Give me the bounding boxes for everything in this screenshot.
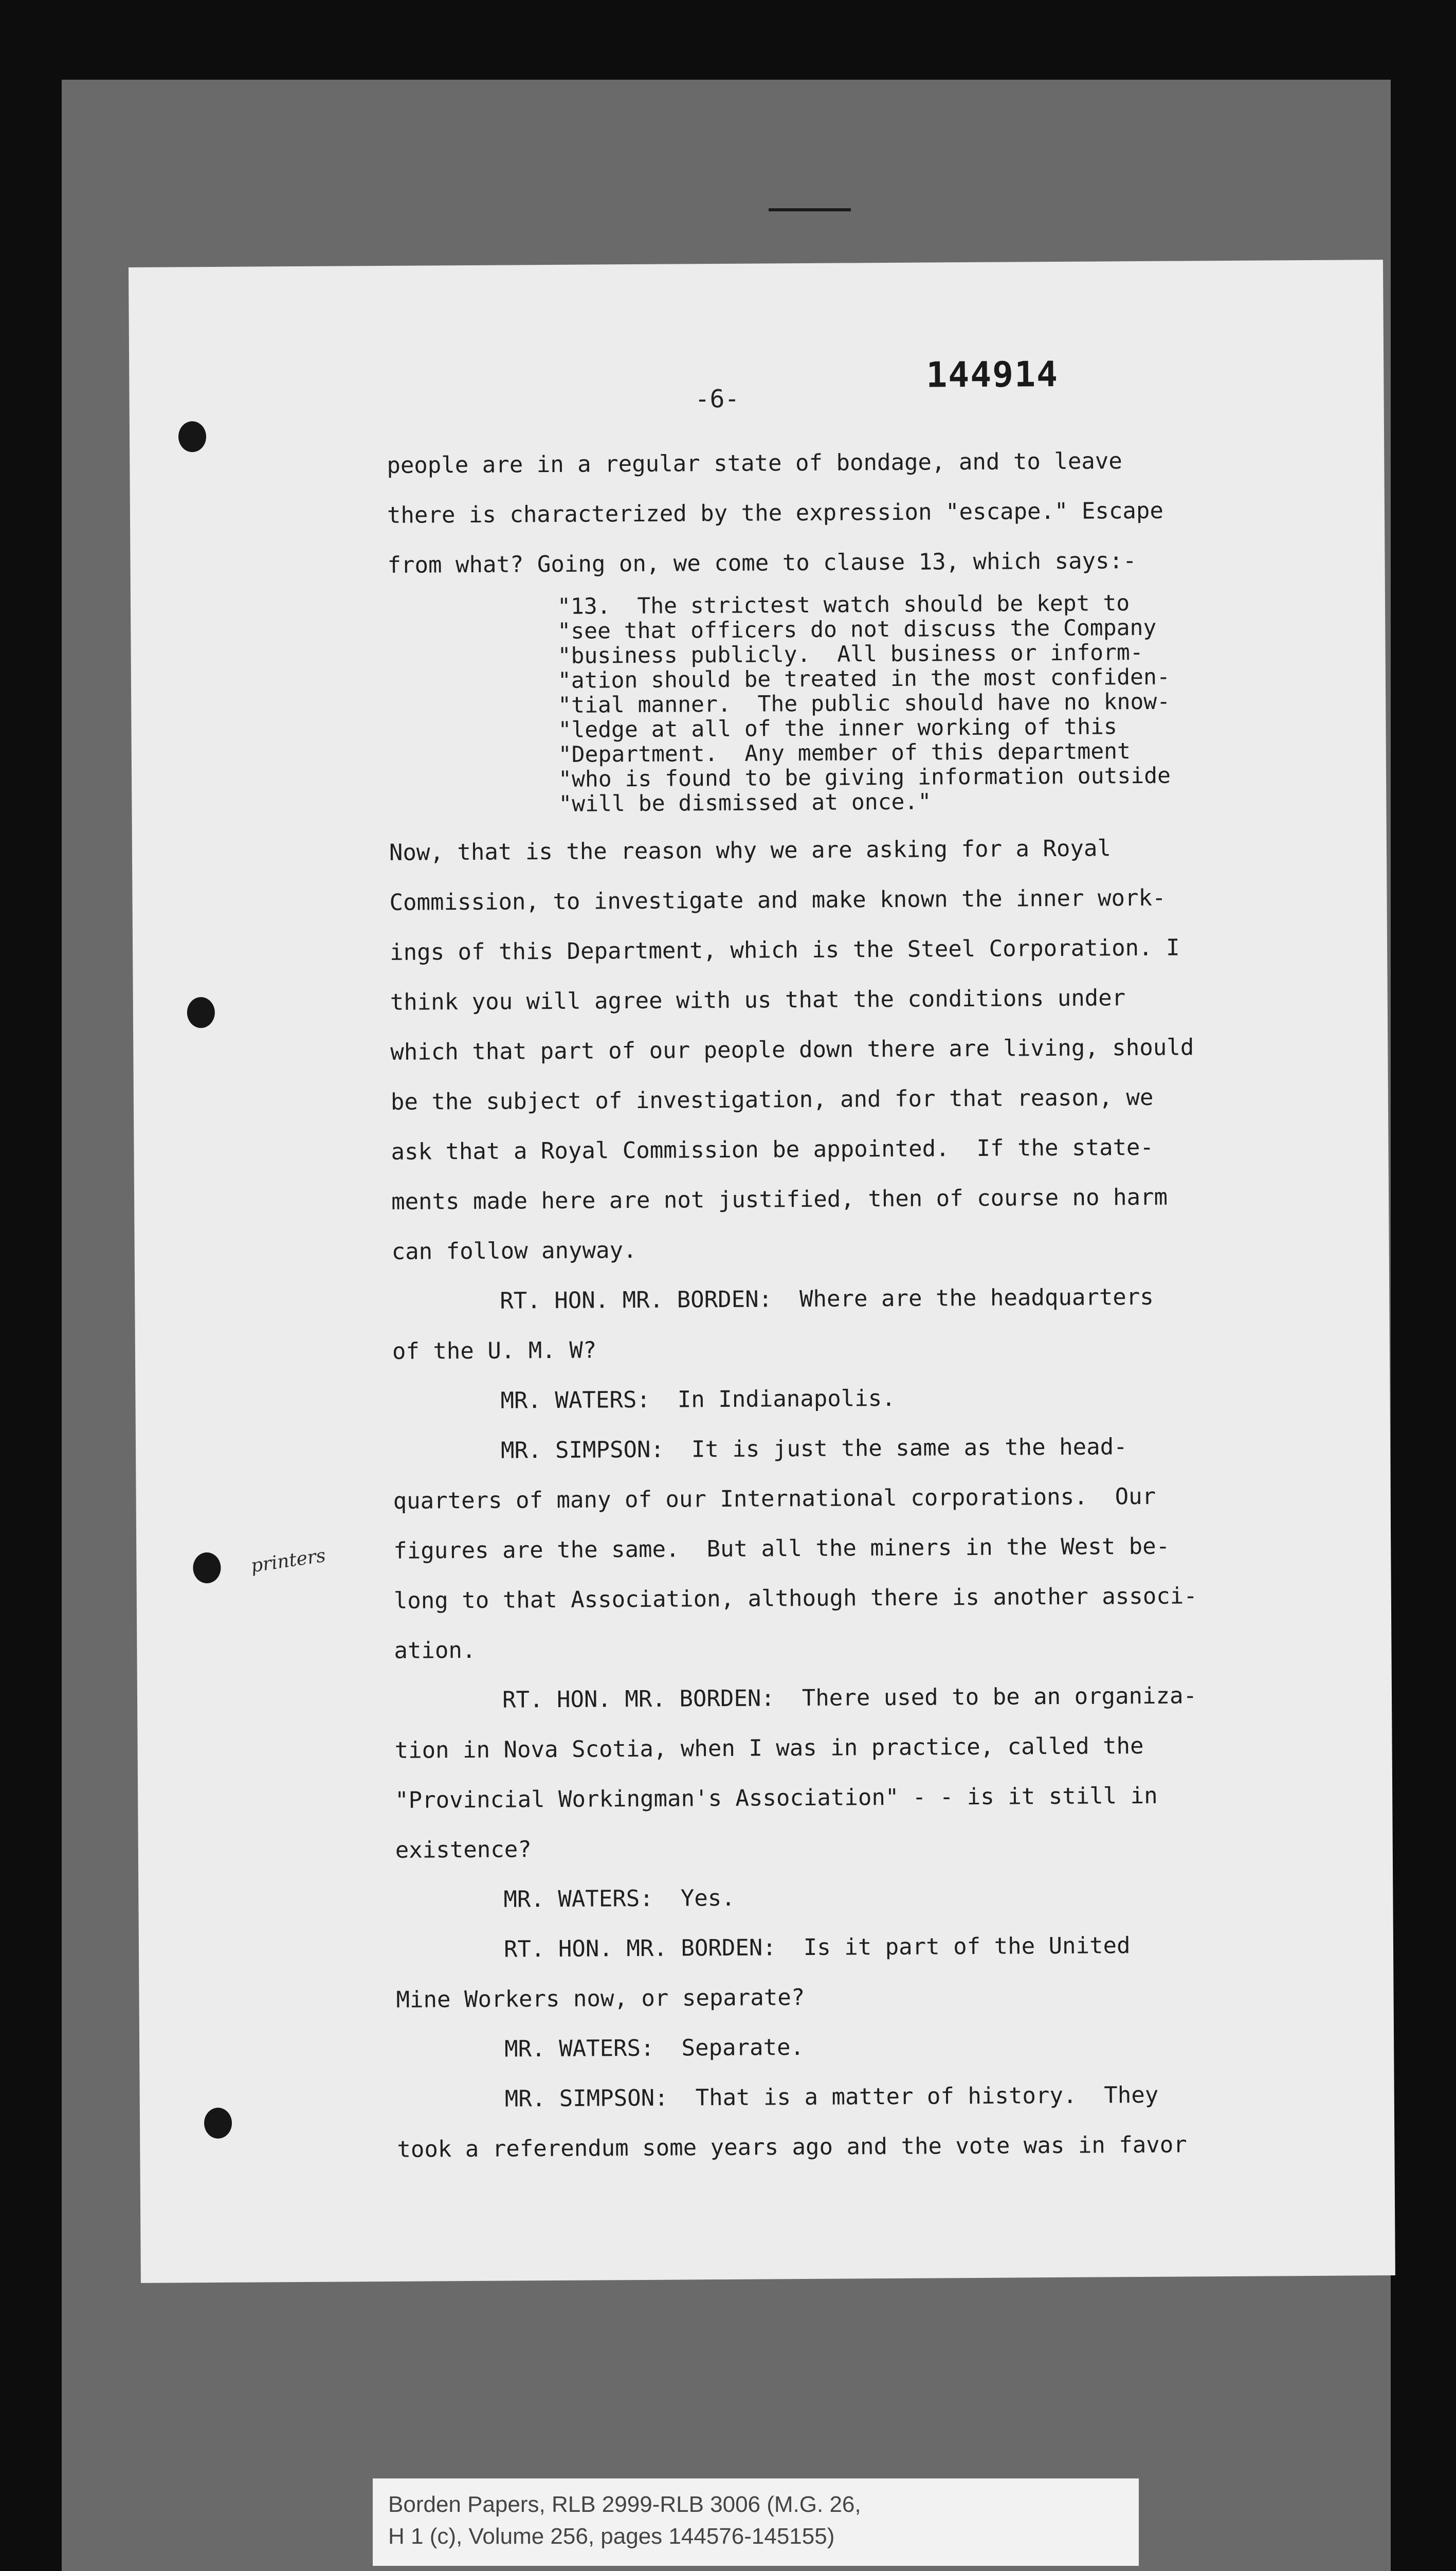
text-line: quarters of many of our International corporations. Our xyxy=(393,1483,1156,1514)
text-line: long to that Association, although there is another associ- xyxy=(393,1583,1197,1614)
text-line: be the subject of investigation, and for that reason, we xyxy=(390,1084,1154,1115)
handwritten-correction: printers xyxy=(249,1545,327,1577)
archive-stamp-number: 144914 xyxy=(926,354,1059,396)
text-line: Mine Workers now, or separate? xyxy=(396,1984,805,2013)
quote-line: "Department. Any member of this department xyxy=(558,738,1131,768)
citation-line: Borden Papers, RLB 2999-RLB 3006 (M.G. 26, xyxy=(388,2492,861,2517)
speaker-line: RT. HON. MR. BORDEN: Is it part of the United xyxy=(503,1932,1131,1963)
quote-line: "13. The strictest watch should be kept to xyxy=(557,590,1130,620)
speaker-line: RT. HON. MR. BORDEN: Where are the headquarters xyxy=(500,1283,1154,1314)
text-line: can follow anyway. xyxy=(391,1237,637,1265)
speaker-line: MR. SIMPSON: It is just the same as the head- xyxy=(500,1434,1127,1464)
speaker-line: MR. WATERS: In Indianapolis. xyxy=(500,1385,896,1414)
text-line: Commission, to investigate and make known the inner work- xyxy=(389,884,1166,916)
text-line: which that part of our people down there are living, should xyxy=(390,1034,1194,1065)
text-line: there is characterized by the expression "escape." Escape xyxy=(387,497,1164,529)
quote-line: "who is found to be giving information outside xyxy=(558,763,1171,792)
quote-line: "business publicly. All business or inform- xyxy=(557,639,1143,669)
quote-line: "will be dismissed at once." xyxy=(558,789,932,817)
punch-hole xyxy=(178,421,206,452)
quote-line: "ation should be treated in the most confiden- xyxy=(557,664,1170,694)
text-line: ings of this Department, which is the Steel Corporation. I xyxy=(389,934,1180,966)
text-line: existence? xyxy=(395,1836,532,1863)
quote-line: "tial manner. The public should have no know- xyxy=(558,689,1171,718)
text-line: ask that a Royal Commission be appointed. If the state- xyxy=(391,1134,1154,1165)
text-line: tion in Nova Scotia, when I was in practice, called the xyxy=(394,1732,1144,1764)
text-line: figures are the same. But all the miners in the West be- xyxy=(393,1533,1170,1564)
transcript-body xyxy=(387,434,1369,2174)
page-number: -6- xyxy=(695,384,740,414)
text-line: ments made here are not justified, then of course no harm xyxy=(391,1184,1168,1215)
text-line: "Provincial Workingman's Association" - - is it still in xyxy=(395,1782,1158,1814)
punch-hole xyxy=(187,997,215,1028)
text-line: think you will agree with us that the conditions under xyxy=(390,985,1126,1016)
quoted-clause-13 xyxy=(557,589,1361,817)
speaker-line: MR. SIMPSON: That is a matter of history. They xyxy=(504,2081,1159,2112)
document-page xyxy=(129,260,1395,2283)
punch-hole xyxy=(204,2108,232,2139)
quote-line: "see that officers do not discuss the Company xyxy=(557,614,1157,644)
speaker-line: MR. WATERS: Separate. xyxy=(504,2034,805,2062)
punch-hole xyxy=(193,1552,221,1583)
speaker-line: MR. WATERS: Yes. xyxy=(503,1885,735,1913)
text-line: took a referendum some years ago and the vote was in favor xyxy=(397,2131,1187,2163)
text-line: people are in a regular state of bondage, and to leave xyxy=(387,448,1122,479)
text-line: ation. xyxy=(394,1637,476,1664)
speaker-line: RT. HON. MR. BORDEN: There used to be an organiza- xyxy=(502,1682,1197,1713)
quote-line: "ledge at all of the inner working of this xyxy=(558,714,1117,743)
citation-label xyxy=(373,2478,1139,2566)
text-line: Now, that is the reason why we are asking for a Royal xyxy=(389,835,1112,866)
mount-mark xyxy=(769,208,851,211)
text-line: of the U. M. W? xyxy=(392,1337,597,1365)
text-line: from what? Going on, we come to clause 13, which says:- xyxy=(387,548,1137,578)
citation-line: H 1 (c), Volume 256, pages 144576-145155) xyxy=(388,2524,835,2549)
